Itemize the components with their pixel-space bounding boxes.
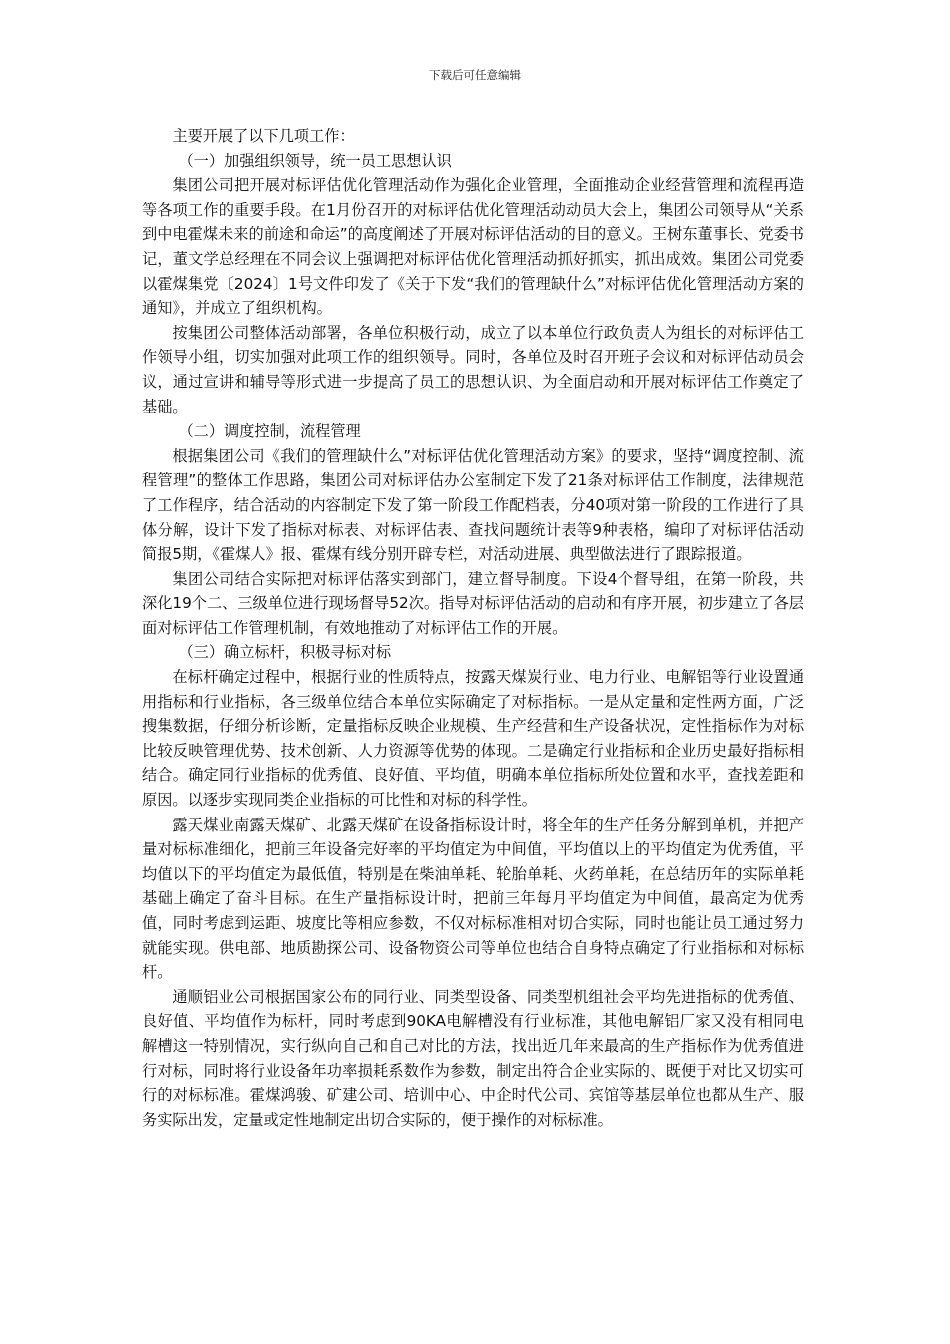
section-heading-1: （一）加强组织领导，统一员工思想认识 bbox=[178, 151, 452, 170]
body-paragraph: 集团公司把开展对标评估优化管理活动作为强化企业管理，全面推动企业经营管理和流程再造等各项工作的重要手段。在1月份召开的对标评估优化管理活动动员大会上，集团公司领导从“关系到中电霍煤未来的前途和命运”的高度阐述了开展对标评估活动的目的意义。王树东董事长、党委书记，董文学总经理在不同会议上强调把对标评估优化管理活动抓好抓实，抓出成效。集团公司党委以霍煤集党〔2024〕1号文件印发了《关于下发“我们的管理缺什么”对标评估优化管理活动方案的通知》，并成立了组织机构。 bbox=[142, 176, 804, 318]
body-paragraph: 按集团公司整体活动部署，各单位积极行动，成立了以本单位行政负责人为组长的对标评估工作领导小组，切实加强对此项工作的组织领导。同时，各单位及时召开班子会议和对标评估动员会议，通过宣讲和辅导等形式进一步提高了员工的思想认识、为全面启动和开展对标评估工作奠定了基础。 bbox=[142, 323, 804, 416]
page-header: 下载后可任意编辑 bbox=[429, 68, 521, 82]
body-paragraph: 集团公司结合实际把对标评估落实到部门，建立督导制度。下设4个督导组，在第一阶段，共深化19个二、三级单位进行现场督导52次。指导对标评估活动的启动和有序开展，初步建立了各层面对标评估工作管理机制，有效地推动了对标评估工作的开展。 bbox=[142, 569, 804, 637]
intro-paragraph: 主要开展了以下几项工作： bbox=[172, 127, 355, 145]
section-heading-2: （二）调度控制，流程管理 bbox=[178, 422, 361, 441]
body-paragraph: 通顺铝业公司根据国家公布的同行业、同类型设备、同类型机组社会平均先进指标的优秀值、良好值、平均值作为标杆，同时考虑到90KA电解槽没有行业标准，其他电解铝厂家又没有相同电解槽这一特别情况，实行纵向自己和自己对比的方法，找出近几年来最高的生产指标作为优秀值进行对标，同时将行业设备年功率损耗系数作为参数，制定出符合企业实际的、既便于对比又切实可行的对标标准。霍煤鸿骏、矿建公司、培训中心、中企时代公司、宾馆等基层单位也都从生产、服务实际出发，定量或定性地制定出切合实际的，便于操作的对标标准。 bbox=[142, 987, 804, 1129]
section-heading-3: （三）确立标杆，积极寻标对标 bbox=[178, 643, 392, 662]
body-paragraph: 露天煤业南露天煤矿、北露天煤矿在设备指标设计时，将全年的生产任务分解到单机，并把产量对标标准细化，把前三年设备完好率的平均值定为中间值，平均值以上的平均值定为优秀值，平均值以下的平均值定为最低值，特别是在柴油单耗、轮胎单耗、火药单耗，在总结历年的实际单耗基础上确定了奋斗目标。在生产量指标设计时，把前三年每月平均值定为中间值，最高定为优秀值，同时考虑到运距、坡度比等相应参数，不仅对标标准相对切合实际，同时也能让员工通过努力就能实现。供电部、地质勘探公司、设备物资公司等单位也结合自身特点确定了行业指标和对标标杆。 bbox=[142, 815, 804, 982]
body-paragraph: 根据集团公司《我们的管理缺什么”对标评估优化管理活动方案》的要求，坚持“调度控制、流程管理”的整体工作思路，集团公司对标评估办公室制定下发了21条对标评估工作制度，法律规范了工作程序，结合活动的内容制定下发了第一阶段工作配档表，分40项对第一阶段的工作进行了具体分解，设计下发了指标对标表、对标评估表、查找问题统计表等9种表格，编印了对标评估活动简报5期，《霍煤人》报、霍煤有线分别开辟专栏，对活动进展、典型做法进行了跟踪报道。 bbox=[142, 446, 804, 564]
document-body bbox=[142, 124, 804, 1132]
body-paragraph: 在标杆确定过程中，根据行业的性质特点，按露天煤炭行业、电力行业、电解铝等行业设置通用指标和行业指标，各三级单位结合本单位实际确定了对标指标。一是从定量和定性两方面，广泛搜集数据，仔细分析诊断，定量指标反映企业规模、生产经营和生产设备状况，定性指标作为对标比较反映管理优势、技术创新、人力资源等优势的体现。二是确定行业指标和企业历史最好指标相结合。确定同行业指标的优秀值、良好值、平均值，明确本单位指标所处位置和水平，查找差距和原因。以逐步实现同类企业指标的可比性和对标的科学性。 bbox=[142, 668, 804, 810]
